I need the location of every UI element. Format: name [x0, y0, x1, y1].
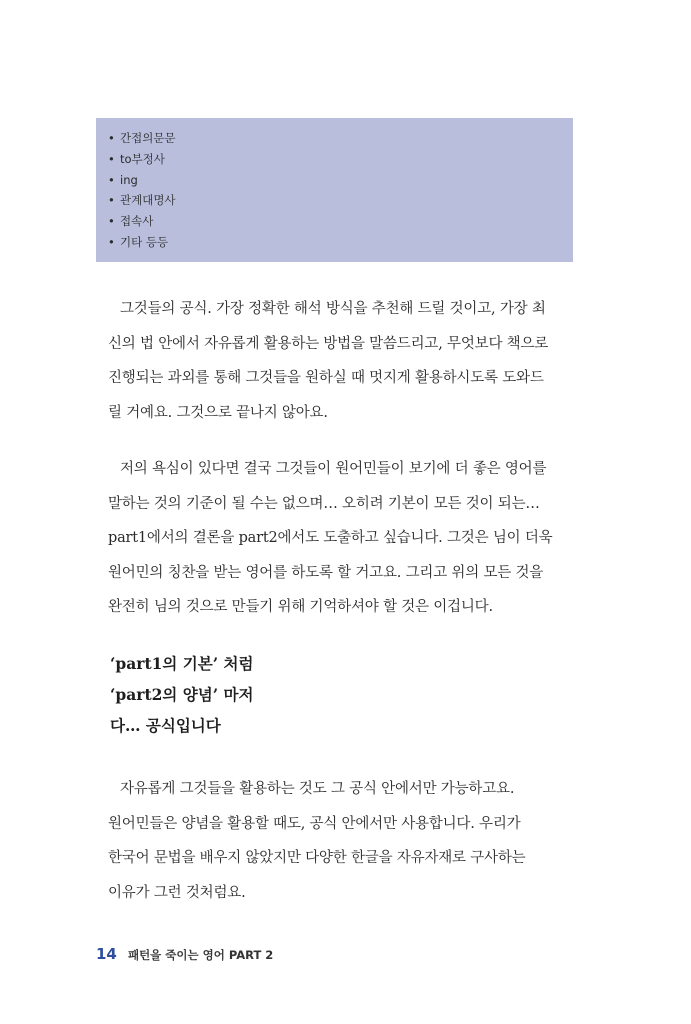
running-title: 패턴을 죽이는 영어 PART 2 [127, 948, 274, 962]
bullet-icon: • [108, 234, 115, 249]
paragraph-line: 릴 거예요. 그것으로 끝나지 않아요. [108, 404, 328, 421]
bullet-icon: • [108, 131, 115, 145]
list-item-label: 기타 등등 [120, 234, 169, 249]
paragraph-line: 한국어 문법을 배우지 않았지만 다양한 한글을 자유자재로 구사하는 [108, 850, 526, 866]
key-points-block [110, 648, 253, 741]
paragraph-line: 말하는 것의 기준이 될 수는 없으며… 오히려 기본이 모든 것이 되는… [108, 495, 540, 512]
paragraph-line: 자유롭게 그것들을 활용하는 것도 그 공식 안에서만 가능하고요. [120, 781, 515, 797]
paragraph-author-wish [108, 452, 574, 625]
list-item [108, 170, 573, 191]
page-footer [96, 944, 273, 963]
list-item [108, 232, 573, 253]
bullet-icon: • [108, 214, 115, 229]
list-item [108, 149, 573, 170]
bullet-icon: • [108, 172, 115, 187]
key-point-line: ‘part2의 양념’ 마저 [110, 685, 254, 704]
list-item-label: 관계대명사 [120, 193, 176, 208]
list-item [108, 211, 573, 232]
paragraph-line: 이유가 그런 것처럼요. [108, 884, 246, 901]
grammar-topics-list [108, 128, 573, 253]
paragraph-line: 저의 욕심이 있다면 결국 그것들이 원어민들이 보기에 더 좋은 영어를 [120, 461, 547, 477]
list-item-label: ing [120, 172, 138, 187]
page-number: 14 [96, 945, 117, 963]
list-item-label: to부정사 [120, 151, 165, 166]
list-item [108, 128, 573, 149]
list-item-label: 접속사 [120, 214, 154, 229]
paragraph-line: 신의 법 안에서 자유롭게 활용하는 방법을 말씀드리고, 무엇보다 책으로 [108, 335, 549, 352]
paragraph-formula-intro [108, 292, 574, 430]
grammar-topics-box [96, 118, 573, 262]
paragraph-line: 원어민의 칭찬을 받는 영어를 하도록 할 거고요. 그리고 위의 모든 것을 [108, 564, 544, 581]
bullet-icon: • [108, 151, 115, 166]
key-point-line: 다… 공식입니다 [110, 716, 221, 735]
list-item-label: 간접의문문 [120, 131, 176, 145]
paragraph-line: 완전히 님의 것으로 만들기 위해 기억하셔야 할 것은 이겁니다. [108, 599, 493, 615]
bullet-icon: • [108, 193, 115, 208]
paragraph-line: 진행되는 과외를 통해 그것들을 원하실 때 멋지게 활용하시도록 도와드 [108, 370, 544, 386]
key-point-line: ‘part1의 기본’ 처럼 [110, 654, 254, 673]
paragraph-line: part1에서의 결론을 part2에서도 도출하고 싶습니다. 그것은 님이 더욱 [108, 530, 553, 546]
paragraph-conclusion [108, 772, 574, 910]
paragraph-line: 그것들의 공식. 가장 정확한 해석 방식을 추천해 드릴 것이고, 가장 최 [120, 301, 546, 317]
paragraph-line: 원어민들은 양념을 활용할 때도, 공식 안에서만 사용합니다. 우리가 [108, 815, 521, 832]
list-item [108, 190, 573, 211]
